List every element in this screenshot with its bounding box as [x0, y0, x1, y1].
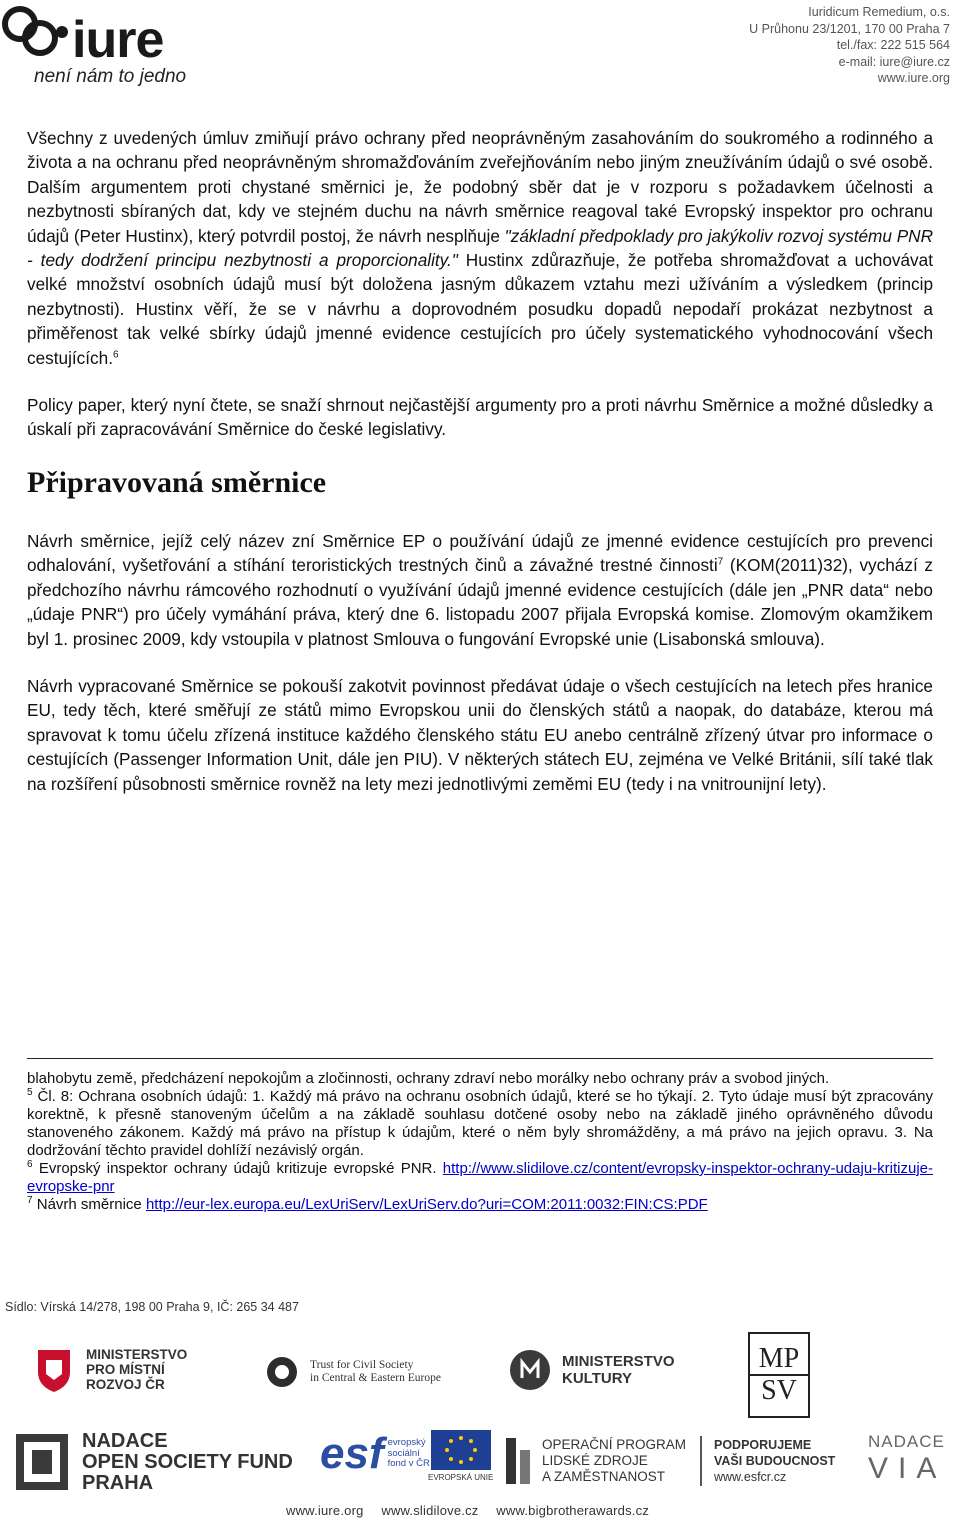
link-bigbrother[interactable]: www.bigbrotherawards.cz: [496, 1503, 650, 1518]
footnote-6-link[interactable]: http://www.slidilove.cz/content/evropsky-inspektor-ochrany-udaju-kritizuje-evropske-pnr: [27, 1160, 933, 1195]
footnote-6-number: 6: [27, 1159, 33, 1170]
section-heading: Připravovaná směrnice: [27, 465, 327, 499]
footnote-ref-6: 6: [112, 348, 119, 360]
footnote-divider: [27, 1058, 933, 1059]
p1-text-a: Všechny z uvedených úmluv zmiňují právo ochrany před neoprávněným zasahováním do soukromého a rodinného a života a na ochranu před neoprávněným shromažďováním zveřejňováním nebo jiným zneužíváním údajů o své osobě. Dalším argumentem proti chystané směrnici je, že podobný sběr dat je v rozporu s požadavkem účelnosti a nezbytnosti sbíraných dat, kdy ve stejném duchu na návrh směrnice reagoval také Evropský inspektor pro ochranu údajů (Peter Hustinx), který potvrdil postoj, že návrh nesplňuje: [27, 128, 933, 246]
mk-logo: [508, 1348, 675, 1392]
osf-line-1: NADACE: [82, 1429, 168, 1452]
footnote-ref-7: 7: [717, 556, 724, 568]
p1-quote: "základní předpoklady pro jakýkoliv rozvoj systému PNR - tedy dodržení principu nezbytnosti a proporcionality.": [27, 225, 933, 271]
eu-label: EVROPSKÁ UNIE: [428, 1473, 494, 1482]
osf-logo: [12, 1430, 293, 1494]
iure-logo: [0, 0, 260, 96]
p3-text-b: (KOM(2011)32), vychází z předchozího návrhu rámcového rozhodnutí o využívání údajů jmenné evidence cestujících (dále jen „PNR data“ nebo „údaje PNR“) pro účely vymáhání práva, který dne 6. listopadu 2007 přijala Evropská komise. Zlomovým okamžikem byl 1. prosinec 2009, kdy vstoupila v platnost Smlouva o fungování Evropské unie (Lisabonská smlouva).: [27, 555, 933, 649]
footnote-7-number: 7: [27, 1195, 33, 1206]
esf-logo: [320, 1429, 430, 1478]
footnote-6: [27, 1160, 933, 1196]
p3-text-a: Návrh směrnice, jejíž celý název zní Směrnice EP o používání údajů ze jmenné evidence cestujících pro prevenci odhalování, vyšetřování a stíhání teroristických trestných činů a závažné trestné činnosti: [27, 530, 933, 576]
footnote-7-link[interactable]: http://eur-lex.europa.eu/LexUriServ/LexUriServ.do?uri=COM:2011:0032:FIN:CS:PDF: [145, 1196, 708, 1213]
logo-tagline: není nám to jedno: [34, 66, 187, 87]
rings-logo-icon: [0, 0, 80, 70]
mpsv-bottom: SV: [761, 1375, 797, 1406]
osf-emblem-icon: [12, 1430, 72, 1494]
oplzz-logo: [500, 1434, 686, 1488]
mk-line-2: KULTURY: [562, 1370, 632, 1387]
paragraph-4: Návrh vypracované Směrnice se pokouší zakotvit povinnost předávat údaje o všech cestujících na letech přes hranice EU, tedy těch, které směřují ze států mimo Evropskou unii do členských států a naopak, do databáze, kterou má spravovat k tomu účelu zřízená instituce každého členského státu EU anebo centrálně zřízený útvar pro informace o cestujících (Passenger Information Unit, dále jen PIU). V některých státech EU, zejména ve Velké Británii, sílí také tlak na rozšíření působnosti směrnice rovněž na lety mezi jednotlivými zeměmi EU (tedy i na vnitrounijní lety).: [27, 675, 933, 794]
page-header: [0, 0, 960, 100]
via-logo: [868, 1432, 946, 1486]
footnote-5: [27, 1088, 933, 1160]
support-line-2: VAŠI BUDOUCNOST: [714, 1454, 836, 1468]
mmr-line-2: PRO MÍSTNÍ: [86, 1361, 165, 1377]
mmr-line-1: MINISTERSTVO: [86, 1346, 188, 1362]
contact-web: www.iure.org: [877, 71, 950, 85]
footer-links: [286, 1503, 663, 1518]
contact-phone: tel./fax: 222 515 564: [836, 38, 950, 52]
footnotes: [27, 1070, 933, 1214]
paragraph-2: Policy paper, který nyní čtete, se snaží shrnout nejčastější argumenty pro a proti návrhu Směrnice a možné důsledky a úskalí při zapracovávání Směrnice do české legislativy.: [27, 395, 933, 440]
mpsv-top: MP: [750, 1344, 808, 1376]
mpsv-logo: [748, 1332, 810, 1418]
oplzz-line-1: OPERAČNÍ PROGRAM: [542, 1437, 687, 1452]
footnote-5-number: 5: [27, 1087, 33, 1098]
osf-line-3: PRAHA: [82, 1471, 154, 1494]
main-content: [27, 126, 933, 819]
oplzz-line-3: A ZAMĚSTNANOST: [542, 1469, 666, 1484]
link-slidilove[interactable]: www.slidilove.cz: [381, 1503, 479, 1518]
sponsor-logos: [0, 1322, 960, 1522]
paragraph-3: [27, 529, 933, 651]
link-iure[interactable]: www.iure.org: [286, 1503, 364, 1518]
mmr-emblem-icon: [32, 1344, 76, 1394]
footnote-continuation: blahobytu země, předcházení nepokojům a zločinnosti, ochrany zdraví nebo morálky nebo ochrany práv a svobod jiných.: [27, 1070, 830, 1087]
paragraph-1: [27, 126, 933, 370]
trust-line-1: Trust for Civil Society: [310, 1359, 414, 1371]
p1-text-b: Hustinx zdůrazňuje, že potřeba shromažďovat a uchovávat velké množství osobních údajů musí být doložena jasným důkazem vztahu mezi užíváním a výsledkem (princip nezbytnosti). Hustinx věří, že se v návrhu a doprovodném posudku dopadů nepodaří prokázat nezbytnost a přiměřenost tak velké sbírky údajů jmenné evidence cestujících pro účely systematického vyhodnocování všech cestujících.: [27, 250, 933, 368]
support-line-3: www.esfcr.cz: [714, 1470, 787, 1484]
footnote-5-text: Čl. 8: Ochrana osobních údajů: 1. Každý má právo na ochranu osobních údajů, které se ho týkají. 2. Tyto údaje musí být zpracovány korektně, k přesně stanoveným účelům a na základě souhlasu dotčené osoby nebo na základě jiného oprávněného důvodu stanoveného zákonem. Každý má právo na přístup k údajům, které o něm byly shromážděny, a má právo na jejich opravu. 3. Na dodržování těchto pravidel dohlíží nezávislý orgán.: [27, 1088, 933, 1159]
trust-emblem-icon: [262, 1354, 302, 1390]
mk-line-1: MINISTERSTVO: [562, 1353, 675, 1370]
contact-block: [749, 4, 950, 87]
eu-logo: [428, 1430, 493, 1482]
via-line-1: NADACE: [868, 1432, 945, 1451]
registered-seat: Sídlo: Vírská 14/278, 198 00 Praha 9, IČ: 265 34 487: [5, 1300, 299, 1314]
footnote-6-text: Evropský inspektor ochrany údajů kritizuje evropské PNR.: [32, 1160, 443, 1177]
oplzz-line-2: LIDSKÉ ZDROJE: [542, 1453, 648, 1468]
esf-small-1: evropský: [387, 1437, 426, 1449]
support-line-1: PODPORUJEME: [714, 1438, 812, 1452]
trust-logo: [262, 1354, 441, 1390]
footnote-7: [27, 1196, 933, 1214]
esf-wordmark: esf: [320, 1429, 384, 1478]
oplzz-emblem-icon: [500, 1434, 536, 1488]
contact-org: Iuridicum Remedium, o.s.: [808, 5, 950, 19]
logo-wordmark: iure: [72, 11, 164, 69]
support-logo: [700, 1436, 835, 1486]
osf-line-2: OPEN SOCIETY FUND: [82, 1450, 293, 1473]
mmr-line-3: ROZVOJ ČR: [86, 1376, 165, 1392]
via-line-2: VIA: [868, 1452, 947, 1485]
eu-flag-icon: [431, 1430, 491, 1470]
trust-line-2: in Central & Eastern Europe: [310, 1372, 441, 1384]
footnote-7-text: Návrh směrnice: [32, 1196, 146, 1213]
contact-address: U Průhonu 23/1201, 170 00 Praha 7: [749, 21, 950, 36]
mmr-logo: [32, 1344, 187, 1394]
contact-email: e-mail: iure@iure.cz: [838, 54, 950, 69]
mk-emblem-icon: [508, 1348, 552, 1392]
esf-small-3: fond v ČR: [387, 1458, 430, 1470]
esf-small-2: sociální: [387, 1447, 420, 1459]
